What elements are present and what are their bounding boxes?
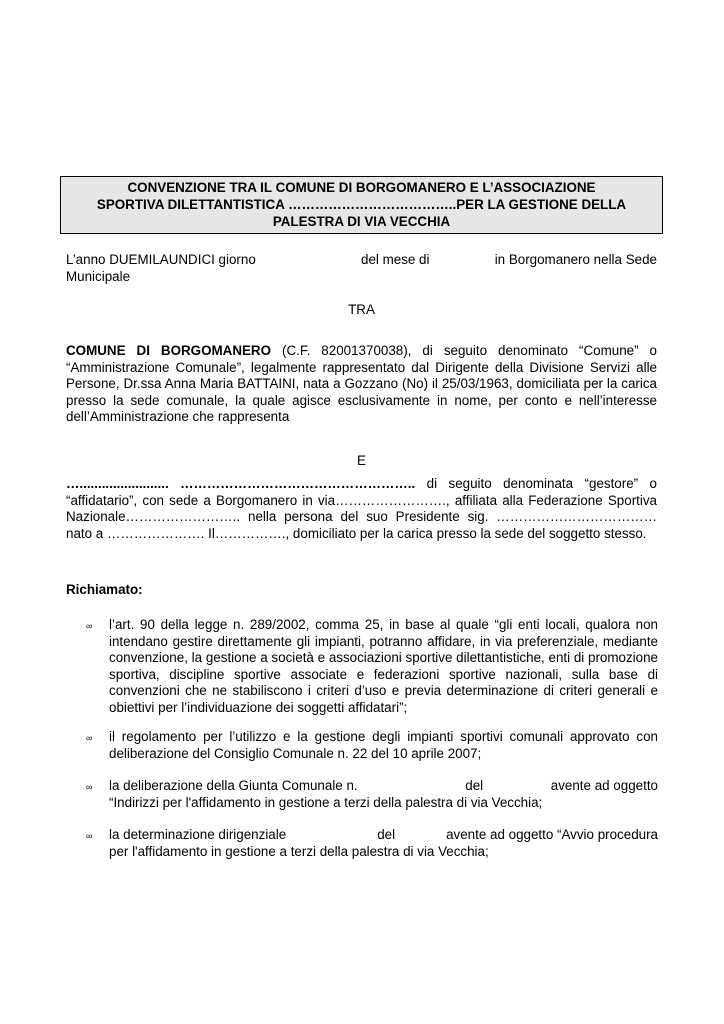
intro-month: del mese di [361, 252, 430, 267]
list-item-part-1: la determinazione dirigenziale [109, 827, 287, 842]
title-line-1: CONVENZIONE TRA IL COMUNE DI BORGOMANERO E L’ASSOCIAZIONE [127, 180, 596, 195]
list-item [86, 778, 658, 811]
tra-heading: TRA [348, 302, 375, 317]
gestore-dots: …........................ …………………………………………….. [66, 476, 416, 491]
list-item-part-3: avente ad oggetto “Avvio procedura [446, 827, 658, 842]
list-item-line-1 [109, 778, 658, 795]
e-heading: E [357, 453, 366, 468]
intro-year: L’anno DUEMILAUNDICI giorno [66, 252, 256, 267]
infinity-bullet-icon: ∞ [86, 733, 93, 743]
list-item-line-2: per l'affidamento in gestione a terzi della palestra di via Vecchia; [109, 843, 489, 859]
list-item-part-2: del [377, 827, 396, 842]
title-line-2: SPORTIVA DILETTANTISTICA ………………………………..PER LA GESTIONE DELLA [96, 197, 627, 212]
intro-paragraph [66, 252, 657, 285]
list-item [86, 827, 658, 860]
gestore-paragraph [66, 476, 657, 542]
list-item-body [109, 778, 658, 811]
list-item-line-2: “Indirizzi per l'affidamento in gestione a terzi della palestra di via Vecchia; [109, 794, 543, 810]
intro-place: in Borgomanero nella Sede [494, 252, 657, 267]
infinity-bullet-icon: ∞ [86, 831, 93, 841]
comune-text: (C.F. 82001370038), di seguito denominato “Comune” o “Amministrazione Comunale”, legalmente rappresentato dal Dirigente della Divisione Servizi alle Persone, Dr.ssa Anna Maria BATTAINI, nata a Gozzano (No) il 25/03/1963, domiciliata per la carica presso la sede comunale, la quale agisce esclusivamente in nome, per conto e nell’interesse dell’Amministrazione che rappresenta [66, 343, 658, 424]
comune-name: COMUNE DI BORGOMANERO [66, 343, 272, 358]
intro-line-1 [66, 252, 657, 269]
list-item [86, 729, 658, 762]
comune-paragraph [66, 343, 657, 426]
list-item-part-1: la deliberazione della Giunta Comunale n. [109, 778, 358, 793]
richiamato-heading: Richiamato: [66, 582, 143, 597]
list-item-part-2: del [465, 778, 484, 793]
title-line-3: PALESTRA DI VIA VECCHIA [272, 214, 451, 229]
list-item-line-1 [109, 827, 658, 844]
list-item-body [109, 827, 658, 860]
document-title-box [60, 176, 663, 234]
intro-line-2: Municipale [66, 268, 131, 284]
gestore-text: di seguito denominata “gestore” o “affidatario”, con sede a Borgomanero in via……………………., affiliata alla Federazione Sportiva Nazionale…………………….. nella persona del suo Presidente sig. ……………………………… nato a …………………. Il……………., domiciliato per la carica presso la sede del soggetto stesso. [66, 476, 657, 541]
list-item [86, 617, 658, 716]
infinity-bullet-icon: ∞ [86, 782, 93, 792]
list-item-text: l’art. 90 della legge n. 289/2002, comma 25, in base al quale “gli enti locali, qualora non intendano gestire direttamente gli impianti, potranno affidare, in via preferenziale, mediante convenzione, la gestione a società e associazioni sportive dilettantistiche, enti di promozione sportiva, discipline sportive associate e federazioni sportive nazionali, sulla base di convenzioni che ne stabiliscono i criteri d’uso e previa determinazione di criteri generali e obiettivi per l’individuazione dei soggetti affidatari”; [109, 617, 658, 715]
list-item-text: il regolamento per l’utilizzo e la gestione degli impianti sportivi comunali approvato con deliberazione del Consiglio Comunale n. 22 del 10 aprile 2007; [109, 729, 658, 761]
list-item-part-3: avente ad oggetto [550, 778, 658, 793]
infinity-bullet-icon: ∞ [86, 621, 93, 631]
